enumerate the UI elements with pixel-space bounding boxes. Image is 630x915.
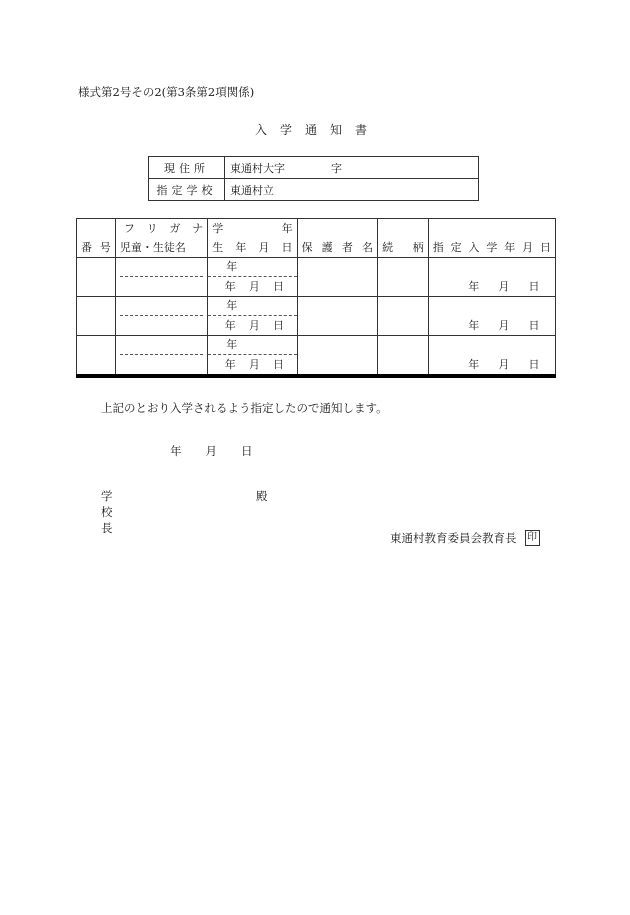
day-unit: 日 <box>528 279 540 293</box>
month-unit: 月 <box>248 280 260 293</box>
header-number <box>77 219 116 258</box>
birth-cell <box>208 297 297 336</box>
month-unit: 月 <box>248 358 260 371</box>
honorific: 殿 <box>256 489 268 503</box>
month-unit: 月 <box>248 319 260 332</box>
relation-cell <box>378 336 429 377</box>
school-row <box>149 179 479 201</box>
guardian-cell <box>297 336 378 377</box>
name-cell <box>115 336 207 377</box>
notice-text: 上記のとおり入学されるよう指定したので通知します。 <box>101 401 388 415</box>
guardian-header-label: 保 護 者 名 <box>301 241 374 254</box>
issue-month-unit: 月 <box>205 444 217 458</box>
grade-unit: 年 <box>208 258 296 277</box>
address-label: 現住所 <box>149 157 225 179</box>
relation-cell <box>378 258 429 297</box>
year-unit: 年 <box>224 319 236 332</box>
issue-date <box>170 443 253 459</box>
header-admission-date <box>428 219 555 258</box>
header-birth <box>208 219 297 258</box>
principal-title: 学校長 <box>101 489 113 535</box>
seal-mark: 印 <box>525 530 540 546</box>
grade-unit: 年 <box>208 297 296 316</box>
year-unit: 年 <box>468 357 480 371</box>
guardian-cell <box>297 297 378 336</box>
student-row <box>77 258 556 297</box>
number-cell <box>77 258 116 297</box>
month-unit: 月 <box>498 279 510 293</box>
grade-unit: 年 <box>208 336 296 355</box>
day-unit: 日 <box>272 358 284 371</box>
month-unit: 月 <box>498 318 510 332</box>
school-label: 指定学校 <box>149 179 225 201</box>
admission-date-header-label: 指 定 入 学 年 月 日 <box>432 241 551 254</box>
form-number: 様式第2号その2(第3条第2項関係) <box>78 85 255 99</box>
furigana-header-label: フ リ ガ ナ <box>123 222 204 235</box>
guardian-cell <box>297 258 378 297</box>
header-row <box>77 219 556 258</box>
birthdate-header-label: 生 年 月 日 <box>212 241 293 254</box>
relation-cell <box>378 297 429 336</box>
header-relation <box>378 219 429 258</box>
issue-year-unit: 年 <box>170 444 182 458</box>
header-name <box>115 219 207 258</box>
grade-header-label: 学 年 <box>212 222 293 235</box>
student-row <box>77 297 556 336</box>
month-unit: 月 <box>498 357 510 371</box>
year-unit: 年 <box>468 318 480 332</box>
address-prefix: 東通村大字 <box>230 161 285 175</box>
issuer-name: 東通村教育委員会教育長 <box>390 531 517 545</box>
number-cell <box>77 336 116 377</box>
student-table <box>76 218 556 378</box>
admission-date-cell <box>428 258 555 297</box>
school-value: 東通村立 <box>225 179 479 201</box>
name-cell <box>115 297 207 336</box>
name-cell <box>115 258 207 297</box>
relation-header-label: 続 柄 <box>382 241 424 254</box>
day-unit: 日 <box>272 280 284 293</box>
admission-date-cell <box>428 297 555 336</box>
number-header-label: 番 号 <box>81 241 111 254</box>
birth-cell <box>208 258 297 297</box>
issue-day-unit: 日 <box>241 444 253 458</box>
day-unit: 日 <box>272 319 284 332</box>
header-guardian <box>297 219 378 258</box>
address-row <box>149 157 479 179</box>
number-cell <box>77 297 116 336</box>
year-unit: 年 <box>224 280 236 293</box>
year-unit: 年 <box>468 279 480 293</box>
issuer-line <box>390 530 540 546</box>
admission-date-cell <box>428 336 555 377</box>
address-value <box>225 157 479 179</box>
name-header-label: 児童・生徒名 <box>119 241 186 254</box>
birth-cell <box>208 336 297 377</box>
address-table <box>148 156 479 201</box>
day-unit: 日 <box>528 318 540 332</box>
year-unit: 年 <box>224 358 236 371</box>
aza-label: 字 <box>331 161 342 175</box>
day-unit: 日 <box>528 357 540 371</box>
document-title: 入学通知書 <box>255 123 381 137</box>
student-row <box>77 336 556 377</box>
